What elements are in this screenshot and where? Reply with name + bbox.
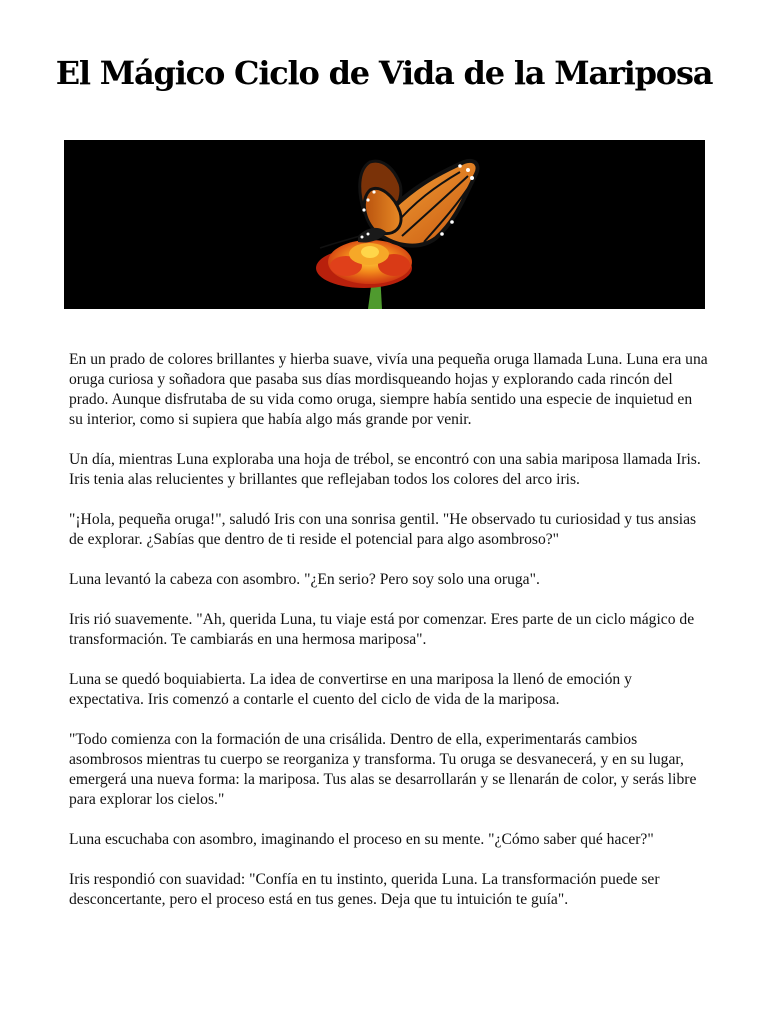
paragraph: "Todo comienza con la formación de una crisálida. Dentro de ella, experimentarás cambios asombrosos mientras tu cuerpo se reorganiza y transforma. Tu oruga se desvanecerá, y en su lugar, emergerá una nueva forma: la mariposa. Tus alas se desarrollarán y se llenarán de color, y serás libre para explorar los cielos." (69, 731, 697, 808)
page-title: El Mágico Ciclo de Vida de la Mariposa (55, 54, 713, 92)
butterfly-illustration (64, 140, 705, 309)
paragraph: Iris respondió con suavidad: "Confía en tu instinto, querida Luna. La transformación puede ser desconcertante, pero el proceso está en tus genes. Deja que tu intuición te guía". (69, 871, 660, 908)
paragraph: Un día, mientras Luna exploraba una hoja de trébol, se encontró con una sabia mariposa llamada Iris. Iris tenia alas relucientes y brillantes que reflejaban todos los colores del arco iris. (69, 451, 701, 488)
paragraph: En un prado de colores brillantes y hierba suave, vivía una pequeña oruga llamada Luna. Luna era una oruga curiosa y soñadora que pasaba sus días mordisqueando hojas y explorando cada rincón del prado. Aunque disfrutaba de su vida como oruga, siempre había sentido una especie de inquietud en su interior, como si supiera que había algo más grande por venir. (69, 351, 708, 428)
paragraph: Luna se quedó boquiabierta. La idea de convertirse en una mariposa la llenó de emoción y expectativa. Iris comenzó a contarle el cuento del ciclo de vida de la mariposa. (69, 671, 632, 708)
paragraph: Luna levantó la cabeza con asombro. "¿En serio? Pero soy solo una oruga". (69, 571, 540, 588)
story-text (69, 350, 709, 930)
hero-image (64, 140, 705, 309)
paragraph: Iris rió suavemente. "Ah, querida Luna, tu viaje está por comenzar. Eres parte de un ciclo mágico de transformación. Te cambiarás en una hermosa mariposa". (69, 611, 695, 648)
paragraph: Luna escuchaba con asombro, imaginando el proceso en su mente. "¿Cómo saber qué hacer?" (69, 831, 654, 848)
paragraph: "¡Hola, pequeña oruga!", saludó Iris con una sonrisa gentil. "He observado tu curiosidad y tus ansias de explorar. ¿Sabías que dentro de ti reside el potencial para algo asombroso?" (69, 511, 697, 548)
